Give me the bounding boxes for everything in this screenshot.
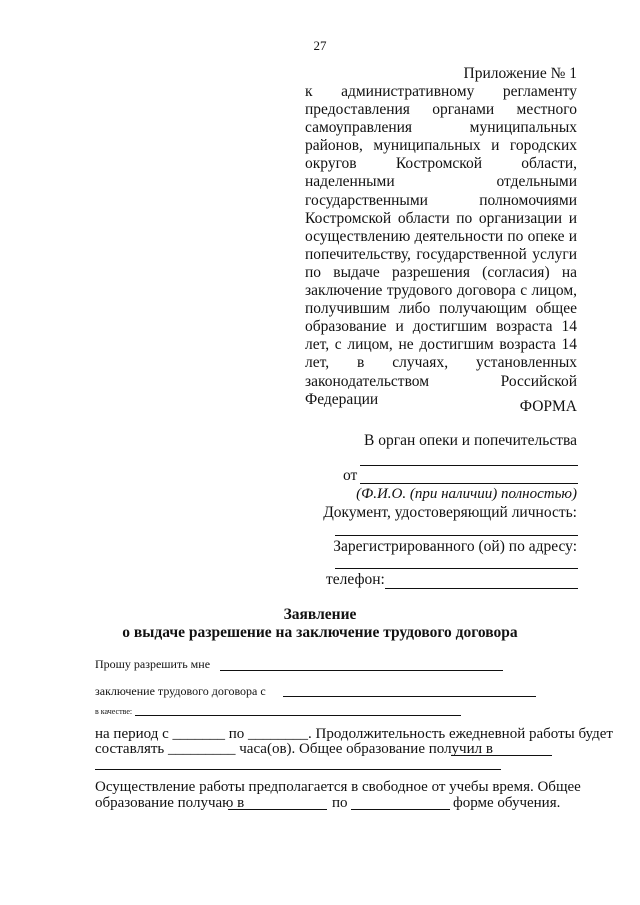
study-form-label: по: [332, 795, 348, 811]
education-org-field: [95, 769, 501, 770]
statement-title: Заявление: [283, 606, 357, 623]
education-place-field: [451, 755, 552, 756]
document-label: Документ, удостоверяющий личность:: [323, 504, 577, 521]
address-field: [335, 568, 578, 569]
from-label: от: [343, 467, 358, 484]
from-field: [360, 483, 578, 484]
page-number: 27: [313, 38, 327, 53]
appendix-title: Приложение № 1: [463, 65, 577, 82]
study-form-field: [351, 809, 450, 810]
statement-subtitle: о выдаче разрешение на заключение трудового договора: [122, 624, 518, 641]
addressee-to: В орган опеки и попечительства: [364, 432, 577, 449]
fio-hint: (Ф.И.О. (при наличии) полностью): [356, 486, 577, 502]
duration-line: составлять _________ часа(ов). Общее образование получил в: [95, 741, 493, 757]
applicant-field: [220, 670, 503, 671]
current-education-field: [228, 809, 327, 810]
contract-label: заключение трудового договора с: [95, 684, 266, 698]
organization-field: [283, 696, 536, 697]
period-line: на период с _______ по ________. Продолжительность ежедневной работы будет: [95, 726, 613, 742]
appendix-text: к административному регламенту предоставления органами местного самоуправления муниципальных районов, муниципальных и городских округов Костромской области, наделенными отдельными государственными полномочиями Костромской области по организации и осуществлению деятельности по опеке и попечительству, государственной услуги по выдаче разрешения (согласия) на заключение трудового договора с лицом, получившим либо получающим общее образование и достигшим возраста 14 лет, с лицом, не достигшим возраста 14 лет, в случаях, установленных законодательством Российской Федерации: [305, 83, 577, 408]
current-education-label: образование получаю в: [95, 795, 245, 811]
position-field: [135, 715, 461, 716]
form-label: ФОРМА: [519, 398, 577, 415]
phone-label: телефон:: [326, 571, 385, 588]
phone-field: [385, 588, 578, 589]
request-label: Прошу разрешить мне: [95, 657, 211, 671]
addressee-blank-1: [360, 465, 578, 466]
document-field: [335, 535, 578, 536]
position-label: в качестве:: [95, 707, 133, 716]
study-form-suffix: форме обучения.: [453, 795, 561, 811]
address-label: Зарегистрированного (ой) по адресу:: [333, 538, 577, 555]
work-time-line: Осуществление работы предполагается в свободное от учебы время. Общее: [95, 779, 581, 795]
